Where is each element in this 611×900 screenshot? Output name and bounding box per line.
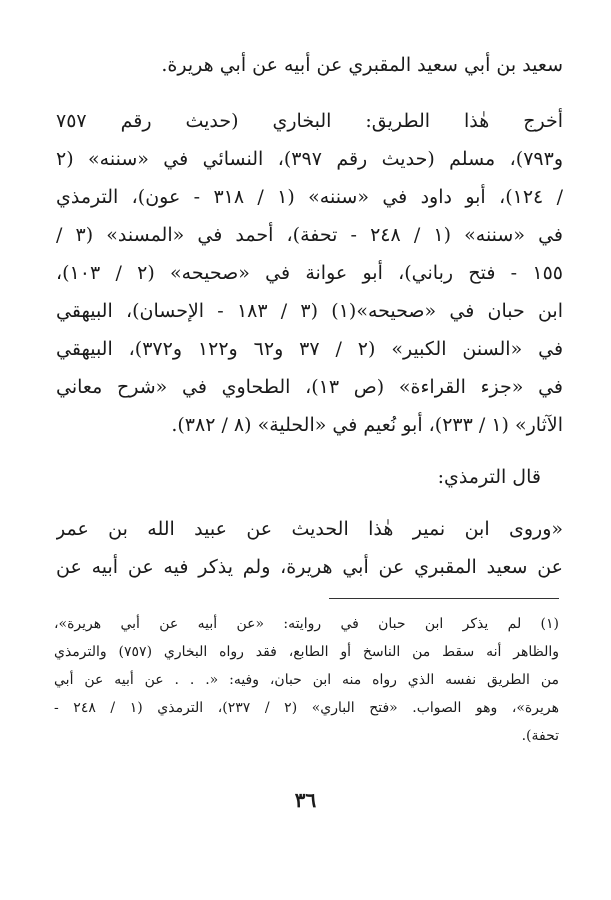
main-text (56, 46, 563, 586)
footnote-line: هريرة»، وهو الصواب. «فتح الباري» (٢ / ٢٣٧)، الترمذي (١ / ٢٤٨ - (54, 700, 559, 716)
text-line: ١٥٥ - فتح رباني)، أبو عوانة في «صحيحه» (٢ / ١٠٣)، (56, 262, 563, 284)
footnote-line: والظاهر أنه سقط من الناسخ أو الطابع، فقد رواه البخاري (٧٥٧) والترمذي (54, 644, 559, 660)
text-line: في «جزء القراءة» (ص ١٣)، الطحاوي في «شرح معاني (56, 376, 563, 398)
page-number: ٣٦ (294, 788, 317, 812)
footnote-separator (329, 598, 559, 599)
footnote-line: تحفة). (521, 728, 559, 744)
text-line: / ١٢٤)، أبو داود في «سننه» (١ / ٣١٨ - عون)، الترمذي (56, 186, 563, 208)
text-line: و٧٩٣)، مسلم (حديث رقم ٣٩٧)، النسائي في «سننه» (٢ (56, 148, 563, 170)
text-line: في «السنن الكبير» (٢ / ٣٧ و٦٢ و١٢٢ و٣٧٢)، البيهقي (56, 338, 563, 360)
text-line: ابن حبان في «صحيحه»(١) (٣ / ١٨٣ - الإحسان)، البيهقي (56, 300, 563, 322)
text-line: سعيد بن أبي سعيد المقبري عن أبيه عن أبي هريرة. (161, 54, 563, 76)
footnotes (54, 610, 559, 750)
text-line: «وروى ابن نمير هٰذا الحديث عن عبيد الله بن عمر (56, 518, 563, 540)
text-line: عن سعيد المقبري عن أبي هريرة، ولم يذكر فيه عن أبيه عن (56, 556, 563, 578)
text-line: قال الترمذي: (437, 466, 541, 488)
footnote-line: من الطريق نفسه الذي رواه منه ابن حبان، وفيه: «. . . عن أبيه عن أبي (54, 672, 559, 688)
footnote-line: (١) لم يذكر ابن حبان في روايته: «عن أبيه عن أبي هريرة»، (54, 616, 559, 632)
text-line: أخرج هٰذا الطريق: البخاري (حديث رقم ٧٥٧ (56, 110, 563, 132)
text-line: في «سننه» (١ / ٢٤٨ - تحفة)، أحمد في «المسند» (٣ / (56, 224, 563, 246)
text-line: الآثار» (١ / ٢٣٣)، أبو نُعيم في «الحلية» (٨ / ٣٨٢). (171, 414, 563, 436)
